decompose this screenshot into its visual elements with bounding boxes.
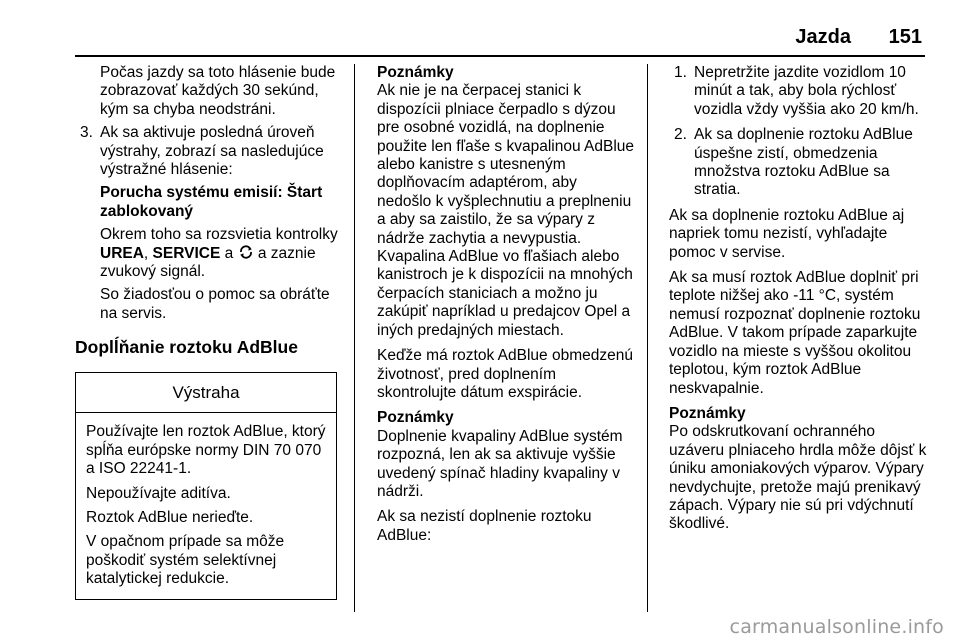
expiry-paragraph: Keďže má roztok AdBlue obmedzenú životnosť, pred doplnením skontrolujte dátum exspirácie. [377, 347, 633, 401]
page-header [0, 0, 960, 58]
list-item-text: Ak sa doplnenie roztoku AdBlue úspešne zistí, obmedzenia množstva roztoku AdBlue sa stratia. [694, 126, 913, 199]
list-item-text: Nepretržite jazdite vozidlom 10 minút a tak, aby bola rýchlosť vozidla vždy vyššia ako 20 km/h. [694, 64, 919, 118]
header-rule [75, 55, 925, 57]
column-2 [377, 64, 635, 550]
list-number: 2. [674, 126, 687, 144]
list-item-1 [669, 64, 931, 119]
note-title-3: Poznámky [669, 404, 746, 422]
service-label: SERVICE [152, 244, 221, 262]
list-number: 3. [80, 124, 93, 142]
note-text-2: Doplnenie kvapaliny AdBlue systém rozpozná, len ak sa aktivuje vyššie uvedený spínač hladiny kvapaliny v nádrži. [377, 427, 623, 500]
warning-message: Porucha systému emisií: Štart zablokovaný [100, 184, 323, 220]
warning-text-4: V opačnom prípade sa môže poškodiť systém selektívnej katalytickej redukcie. [86, 533, 285, 588]
note-title-2: Poznámky [377, 409, 454, 427]
warning-body [76, 413, 336, 598]
service-help-paragraph: Ak sa doplnenie roztoku AdBlue aj napriek tomu nezistí, vyhľadajte pomoc v servise. [669, 206, 905, 261]
service-vehicle-soon-icon [238, 245, 254, 262]
undetected-paragraph: Ak sa nezistí doplnenie roztoku AdBlue: [377, 508, 592, 544]
list-item-2 [669, 126, 931, 200]
warning-text-3: Roztok AdBlue nerieďte. [86, 508, 254, 526]
watermark: carmanualsonline.info [729, 615, 944, 638]
column-divider-1 [354, 64, 355, 612]
warning-text-2: Nepoužívajte aditíva. [86, 484, 231, 502]
warning-title: Výstraha [76, 373, 336, 413]
continued-paragraph: Počas jazdy sa toto hlásenie bude zobrazovať každých 30 sekúnd, kým sa chyba neodstráni. [100, 64, 336, 118]
column-divider-2 [647, 64, 648, 612]
list-item-3 [75, 124, 343, 323]
temperature-paragraph: Ak sa musí roztok AdBlue doplniť pri teplote nižšej ako -11 °C, systém nemusí rozpoznať doplnenie roztoku AdBlue. V takom prípade zaparkujte vozidlo na mieste s vyššou okolitou teplotou, kým roztok AdBlue neskvapalnie. [669, 269, 921, 397]
header-chapter-title: Jazda [795, 26, 851, 48]
section-title: Doplĺňanie roztoku AdBlue [75, 337, 298, 358]
service-paragraph: So žiadosťou o pomoc sa obráťte na servis. [100, 286, 330, 322]
note-text-1: Ak nie je na čerpacej stanici k dispozícii plniace čerpadlo s dýzou pre osobné vozidlá, na doplnenie použite len fľaše s kvapalinou AdBlue alebo kanistre s utesneným doplňovacím adaptérom, aby nedošlo k vyšplechnutiu a preplneniu a aby sa zaistilo, že sa výpary z nádrže zachytia a nevypustia. Kvapalina AdBlue vo fľašiach alebo kanistroch je k dispozícii na mnohých čerpacích staniciach a možno ju zakúpiť napríklad u predajcov Opel a iných predajných miestach. [377, 82, 634, 339]
list-item-text: Ak sa aktivuje posledná úroveň výstrahy, zobrazí sa nasledujúce výstražné hlásenie: [100, 124, 324, 179]
warning-text-1: Používajte len roztok AdBlue, ktorý spĺňa európske normy DIN 70 070 a ISO 22241-1. [86, 423, 326, 478]
list-number: 1. [674, 64, 687, 81]
indicator-paragraph: Okrem toho sa rozsvietia kontrolky UREA, SERVICE a a zaznie zvukový signál. [100, 226, 338, 281]
column-1 [75, 64, 343, 600]
header-page-number: 151 [888, 26, 922, 48]
warning-box [75, 372, 337, 599]
note-text-3: Po odskrutkovaní ochranného uzáveru plniaceho hrdla môže dôjsť k úniku amoniakových výparov. Výpary nevdychujte, pretože majú prenikavý zápach. Výpary nie sú pri vdýchnutí škodlivé. [669, 423, 927, 533]
note-title-1: Poznámky [377, 64, 454, 81]
urea-label: UREA [100, 244, 144, 262]
column-3 [669, 64, 931, 539]
